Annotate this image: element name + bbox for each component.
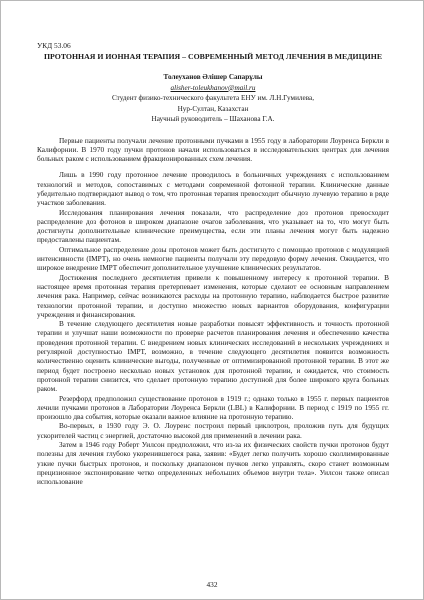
body-paragraph: Достижения последнего десятилетия привели к повышенному интересу к протонной терапии. В настоящее время протонная терапия претерпевает изменения, которые сделают ее основным направлением лечения рака. Например, сейчас возникаются расходы на протонную терапию, наблюдается быстрое развитие технологии протонной терапии, и доступно множество новых вариантов оборудования, конфигурации учреждения и финансирования. — [37, 272, 389, 319]
body-paragraph: Оптимальное распределение дозы протонов может быть достигнуто с помощью протонов с модуляцией интенсивности (IMPT), но очень немногие пациенты получали эту передовую форму лечения. Ожидается, что широкое внедрение IMPT обеспечит дополнительное улучшение клинических результатов. — [37, 244, 389, 273]
body-paragraph: Первые пациенты получали лечение протонными пучками в 1955 году в лаборатории Лоуренса Беркли в Калифорнии. В 1970 году пучки протонов начали использоваться в исследовательских центрах для лечения больных раком с использованием фракционированных схем лечения. — [37, 135, 389, 164]
author-name: Толеуханов Әлішер Сапарұлы — [163, 73, 263, 81]
author-block — [37, 72, 389, 125]
author-affiliation: Студент физико-технического факультета ЕНУ им. Л.Н.Гумилева, — [111, 94, 314, 102]
body-paragraph: Лишь в 1990 году протонное лечение проводилось в больничных учреждениях с использованием технологий и методов, сопоставимых с методами современной фотонной терапии. Клинические данные убедительно подтверждают вывод о том, что протонная терапия превосходит обычную лучевую терапию в ряде участков заболевания. — [37, 170, 389, 208]
author-supervisor: Научный руководитель – Шаханова Г.А. — [151, 115, 275, 123]
page-number: 432 — [206, 580, 218, 589]
article-title: ПРОТОННАЯ И ИОННАЯ ТЕРАПИЯ – СОВРЕМЕННЫЙ МЕТОД ЛЕЧЕНИЯ В МЕДИЦИНЕ — [43, 52, 383, 61]
body-paragraph: Резерфорд предположил существование протонов в 1919 г.; однако только в 1955 г. первых пациентов лечили пучками протонов в Лаборатории Лоуренса Беркли (LBL) в Калифорнии. В период с 1919 по 1955 гг. произошло два события, которые оказали важное влияние на протонную терапию. — [37, 393, 389, 422]
body-paragraph: В течение следующего десятилетия новые разработки повысят эффективность и точность протонной терапии и улучшат наши возможности по проверке расчетов планирования лечения и обеспечению качества проведения протонной терапии. С внедрением новых клинических исследований в нескольких учреждениях и регулярной доступностью IMPT, возможно, в течение следующего десятилетия появится возможность количественно оценить клинические выгоды, полученные от оптимизированной протонной терапии. В этот же период будет построено несколько новых установок для протонной терапии, и ожидается, что стоимость протонной терапии снизится, что сделает протонную терапию доступной для более широкого круга больных раком. — [37, 319, 389, 394]
article-body — [37, 136, 389, 487]
body-paragraph: Исследования планирования лечения показали, что распределение доз протонов превосходит распределение доз фотонов в широком диапазоне очагов заболевания, что указывает на то, что могут быть достигнуты дополнительные клинические преимущества, если эти планы лечения могут быть надежно предоставлены пациентам. — [37, 207, 389, 245]
udk-code: УКД 53.06 — [37, 41, 71, 50]
body-paragraph: Затем в 1946 году Роберт Уилсон предположил, что из-за их физических свойств пучки протонов будут полезны для лечения глубоко укоренившегося рака, заявив: «Будет легко получить хорошо сколлимированные узкие пучки быстрых протонов, и поскольку диапазоном пучков легко управлять, скоро станет возможным прецизионное экспонирование четко определенных небольших объемов внутри тела». Уилсон также описал использование — [37, 440, 389, 487]
author-email: alisher-toleukhanov@mail.ru — [170, 83, 256, 92]
author-city: Нур-Султан, Казахстан — [177, 104, 249, 113]
body-paragraph: Во-первых, в 1930 году Э. О. Лоуренс построил первый циклотрон, проложив путь для будущих ускорителей частиц с энергией, достаточно высокой для применений в лечении рака. — [37, 421, 389, 440]
